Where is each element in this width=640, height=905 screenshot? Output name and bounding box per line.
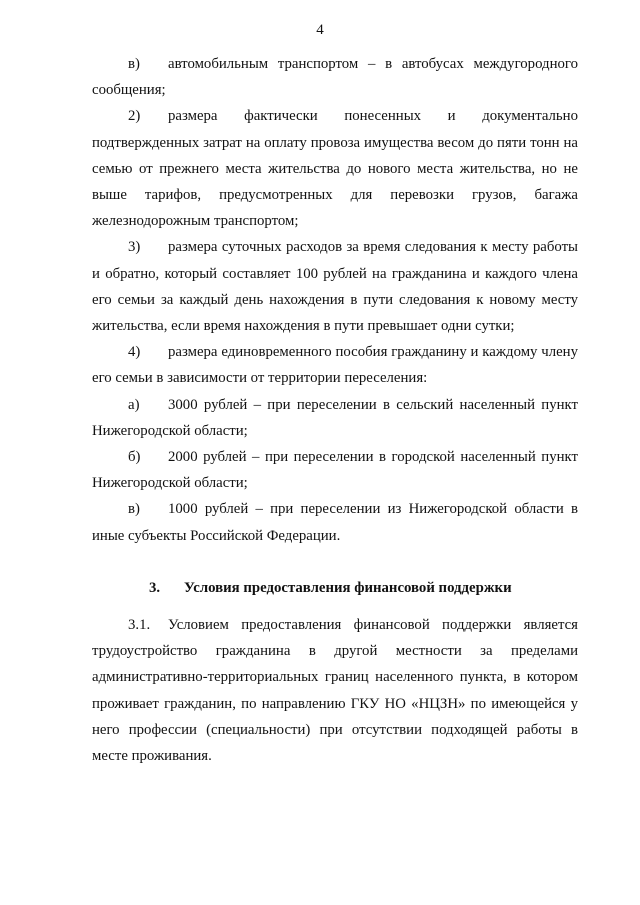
section-heading	[92, 575, 578, 601]
list-item	[92, 234, 578, 339]
document-body	[92, 51, 578, 769]
list-item	[92, 444, 578, 496]
list-item	[92, 51, 578, 103]
list-item-text: размера фактически понесенных и документально подтвержденных затрат на оплату провоза имущества весом до пяти тонн на семью от прежнего места жительства до нового места жительства, но не выше тарифов, предусмотренных для перевозки грузов, багажа железнодорожным транспортом;	[92, 108, 578, 230]
list-item	[92, 496, 578, 548]
list-item	[92, 103, 578, 234]
list-item-label: 3)	[128, 239, 141, 256]
list-item-label: 4)	[128, 344, 141, 361]
list-item-text: автомобильным транспортом – в автобусах междугородного сообщения;	[92, 56, 578, 99]
list-item-text: размера единовременного пособия гражданину и каждому члену его семьи в зависимости от территории переселения:	[92, 344, 578, 387]
list-item-label: 2)	[128, 108, 141, 125]
clause-text: Условием предоставления финансовой поддержки является трудоустройство гражданина в другой местности за пределами административно-территориальных границ населенного пункта, в котором проживает гражданин, по направлению ГКУ НО «НЦЗН» по имеющейся у него профессии (специальности) при отсутствии подходящей работы в месте проживания.	[92, 617, 578, 765]
list-item-text: 2000 рублей – при переселении в городской населенный пункт Нижегородской области;	[92, 449, 578, 492]
section-title: Условия предоставления финансовой поддержки	[184, 579, 512, 596]
list-item-label: а)	[128, 396, 140, 413]
list-item-text: 1000 рублей – при переселении из Нижегородской области в иные субъекты Российской Федерации.	[92, 501, 578, 544]
section-number: 3.	[149, 579, 161, 596]
list-item-label: б)	[128, 449, 141, 466]
list-item-label: в)	[128, 56, 140, 72]
clause	[92, 612, 578, 769]
clause-label: 3.1.	[128, 617, 151, 634]
page-number: 4	[316, 22, 324, 38]
list-item-text: размера суточных расходов за время следования к месту работы и обратно, который составляет 100 рублей на гражданина и каждого члена его семьи за каждый день нахождения в пути следования к новому месту жительства, если время нахождения в пути превышает одни сутки;	[92, 239, 578, 335]
list-item	[92, 392, 578, 444]
list-item	[92, 339, 578, 391]
list-item-text: 3000 рублей – при переселении в сельский населенный пункт Нижегородской области;	[92, 396, 578, 439]
list-item-label: в)	[128, 501, 140, 518]
